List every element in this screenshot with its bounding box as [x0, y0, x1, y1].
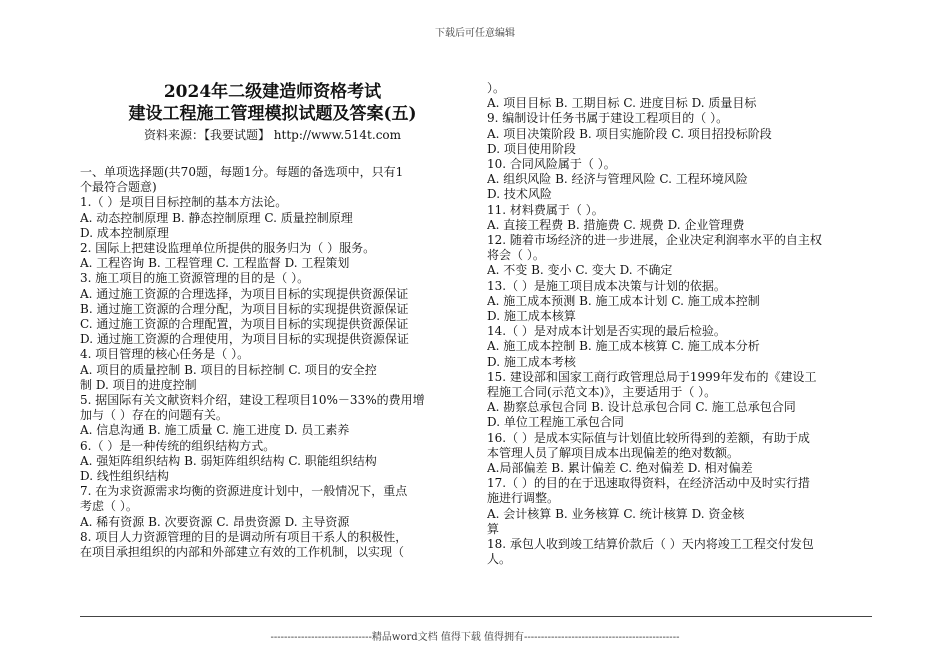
text-line: 15. 建设部和国家工商行政管理总局于1999年发布的《建设工 — [487, 369, 817, 384]
text-line: C. 通过施工资源的合理配置，为项目目标的实现提供资源保证 — [80, 317, 409, 332]
text-line: D. 通过施工资源的合理使用，为项目目标的实现提供资源保证 — [80, 332, 409, 347]
text-line: A. 工程咨询 B. 工程管理 C. 工程监督 D. 工程策划 — [80, 256, 350, 271]
text-line: 加与（ ）存在的问题有关。 — [80, 408, 228, 423]
text-line: 6.（ ）是一种传统的组织结构方式。 — [80, 438, 276, 453]
text-line: A. 勘察总承包合同 B. 设计总承包合同 C. 施工总承包合同 — [487, 400, 796, 415]
text-line: 算 — [487, 521, 500, 536]
text-line: D. 施工成本核算 — [487, 309, 576, 324]
text-line: A. 施工成本控制 B. 施工成本核算 C. 施工成本分析 — [487, 339, 760, 354]
page-header: 下载后可任意编辑 — [435, 28, 515, 39]
exam-subtitle: 建设工程施工管理模拟试题及答案(五) — [128, 104, 417, 124]
text-line: 5. 据国际有关文献资料介绍，建设工程项目10%－33%的费用增 — [80, 393, 425, 408]
text-line: A. 强矩阵组织结构 B. 弱矩阵组织结构 C. 职能组织结构 — [80, 453, 377, 468]
text-line: 10. 合同风险属于（ ）。 — [487, 157, 616, 172]
text-line: A. 稀有资源 B. 次要资源 C. 昂贵资源 D. 主导资源 — [80, 514, 350, 529]
source-line: 资料来源：【我要试题】 http://www.514t.com — [143, 128, 402, 142]
text-line: 本管理人员了解项目成本出现偏差的绝对数额。 — [487, 445, 740, 460]
text-line: D. 项目使用阶段 — [487, 141, 576, 156]
text-line: 8. 项目人力资源管理的目的是调动所有项目干系人的积极性， — [80, 529, 408, 544]
text-line: A. 项目决策阶段 B. 项目实施阶段 C. 项目招投标阶段 — [487, 126, 772, 141]
text-line: 在项目承担组织的内部和外部建立有效的工作机制，以实现（ — [80, 545, 405, 560]
text-line: A. 不变 B. 变小 C. 变大 D. 不确定 — [487, 263, 673, 278]
text-line: A. 项目目标 B. 工期目标 C. 进度目标 D. 质量目标 — [487, 96, 757, 111]
text-line: 将会（ ）。 — [487, 248, 545, 263]
text-line: A. 组织风险 B. 经济与管理风险 C. 工程环境风险 — [487, 172, 748, 187]
text-line: D. 单位工程施工承包合同 — [487, 415, 624, 430]
text-line: A. 项目的质量控制 B. 项目的目标控制 C. 项目的安全控 — [80, 362, 377, 377]
text-line: A. 施工成本预测 B. 施工成本计划 C. 施工成本控制 — [487, 293, 760, 308]
text-line: A. 会计核算 B. 业务核算 C. 统计核算 D. 资金核 — [487, 506, 745, 521]
left-column — [80, 165, 465, 560]
text-line: 3. 施工项目的施工资源管理的目的是（ ）。 — [80, 271, 310, 286]
text-line: 考虑（ ）。 — [80, 499, 138, 514]
text-line: D. 施工成本考核 — [487, 354, 576, 369]
text-line: 18. 承包人收到竣工结算价款后（ ）天内将竣工工程交付发包 — [487, 537, 814, 552]
text-line: A. 动态控制原理 B. 静态控制原理 C. 质量控制原理 — [80, 210, 353, 225]
text-line: 施进行调整。 — [487, 491, 560, 506]
text-line: 16.（ ）是成本实际值与计划值比较所得到的差额，有助于成 — [487, 430, 810, 445]
text-line: 13.（ ）是施工项目成本决策与计划的依据。 — [487, 278, 726, 293]
text-line: 11. 材料费属于（ ）。 — [487, 202, 604, 217]
text-line: 9. 编制设计任务书属于建设工程项目的（ ）。 — [487, 111, 729, 126]
text-line: 7. 在为求资源需求均衡的资源进度计划中，一般情况下，重点 — [80, 484, 408, 499]
text-line: A. 通过施工资源的合理选择，为项目目标的实现提供资源保证 — [80, 286, 409, 301]
text-line: 12. 随着市场经济的进一步进展，企业决定利润率水平的自主权 — [487, 233, 822, 248]
text-line: ）。 — [487, 81, 506, 95]
text-line: 17.（ ）的目的在于迅速取得资料，在经济活动中及时实行措 — [487, 476, 810, 491]
text-line: B. 通过施工资源的合理分配，为项目目标的实现提供资源保证 — [80, 301, 409, 316]
text-line: 个最符合题意) — [80, 180, 157, 195]
exam-title: 2024年二级建造师资格考试 — [163, 82, 382, 102]
text-line: A. 信息沟通 B. 施工质量 C. 施工进度 D. 员工素养 — [80, 423, 350, 438]
text-line: D. 线性组织结构 — [80, 469, 169, 484]
page-footer: ------------------------------精品word文档 值得下载 值得拥有---------------------------------------------- — [270, 632, 680, 643]
text-line: 一、单项选择题(共70题，每题1分。每题的备选项中，只有1 — [80, 165, 404, 179]
text-line: 人。 — [487, 552, 512, 567]
text-line: D. 成本控制原理 — [80, 225, 169, 240]
text-line: 制 D. 项目的进度控制 — [80, 377, 197, 392]
text-line: 2. 国际上把建设监理单位所提供的服务归为（ ）服务。 — [80, 241, 376, 256]
text-line: 程施工合同(示范文本)》，主要适用于（ ）。 — [487, 385, 717, 400]
text-line: 4. 项目管理的核心任务是（ ）。 — [80, 347, 250, 362]
text-line: A. 直接工程费 B. 措施费 C. 规费 D. 企业管理费 — [487, 217, 745, 232]
text-line: 14.（ ）是对成本计划是否实现的最后检验。 — [487, 324, 726, 339]
text-line: D. 技术风险 — [487, 187, 552, 202]
footer-rule — [80, 616, 872, 617]
right-column — [487, 81, 872, 568]
text-line: 1.（ ）是项目目标控制的基本方法论。 — [80, 195, 288, 210]
text-line: A.局部偏差 B. 累计偏差 C. 绝对偏差 D. 相对偏差 — [487, 461, 753, 476]
